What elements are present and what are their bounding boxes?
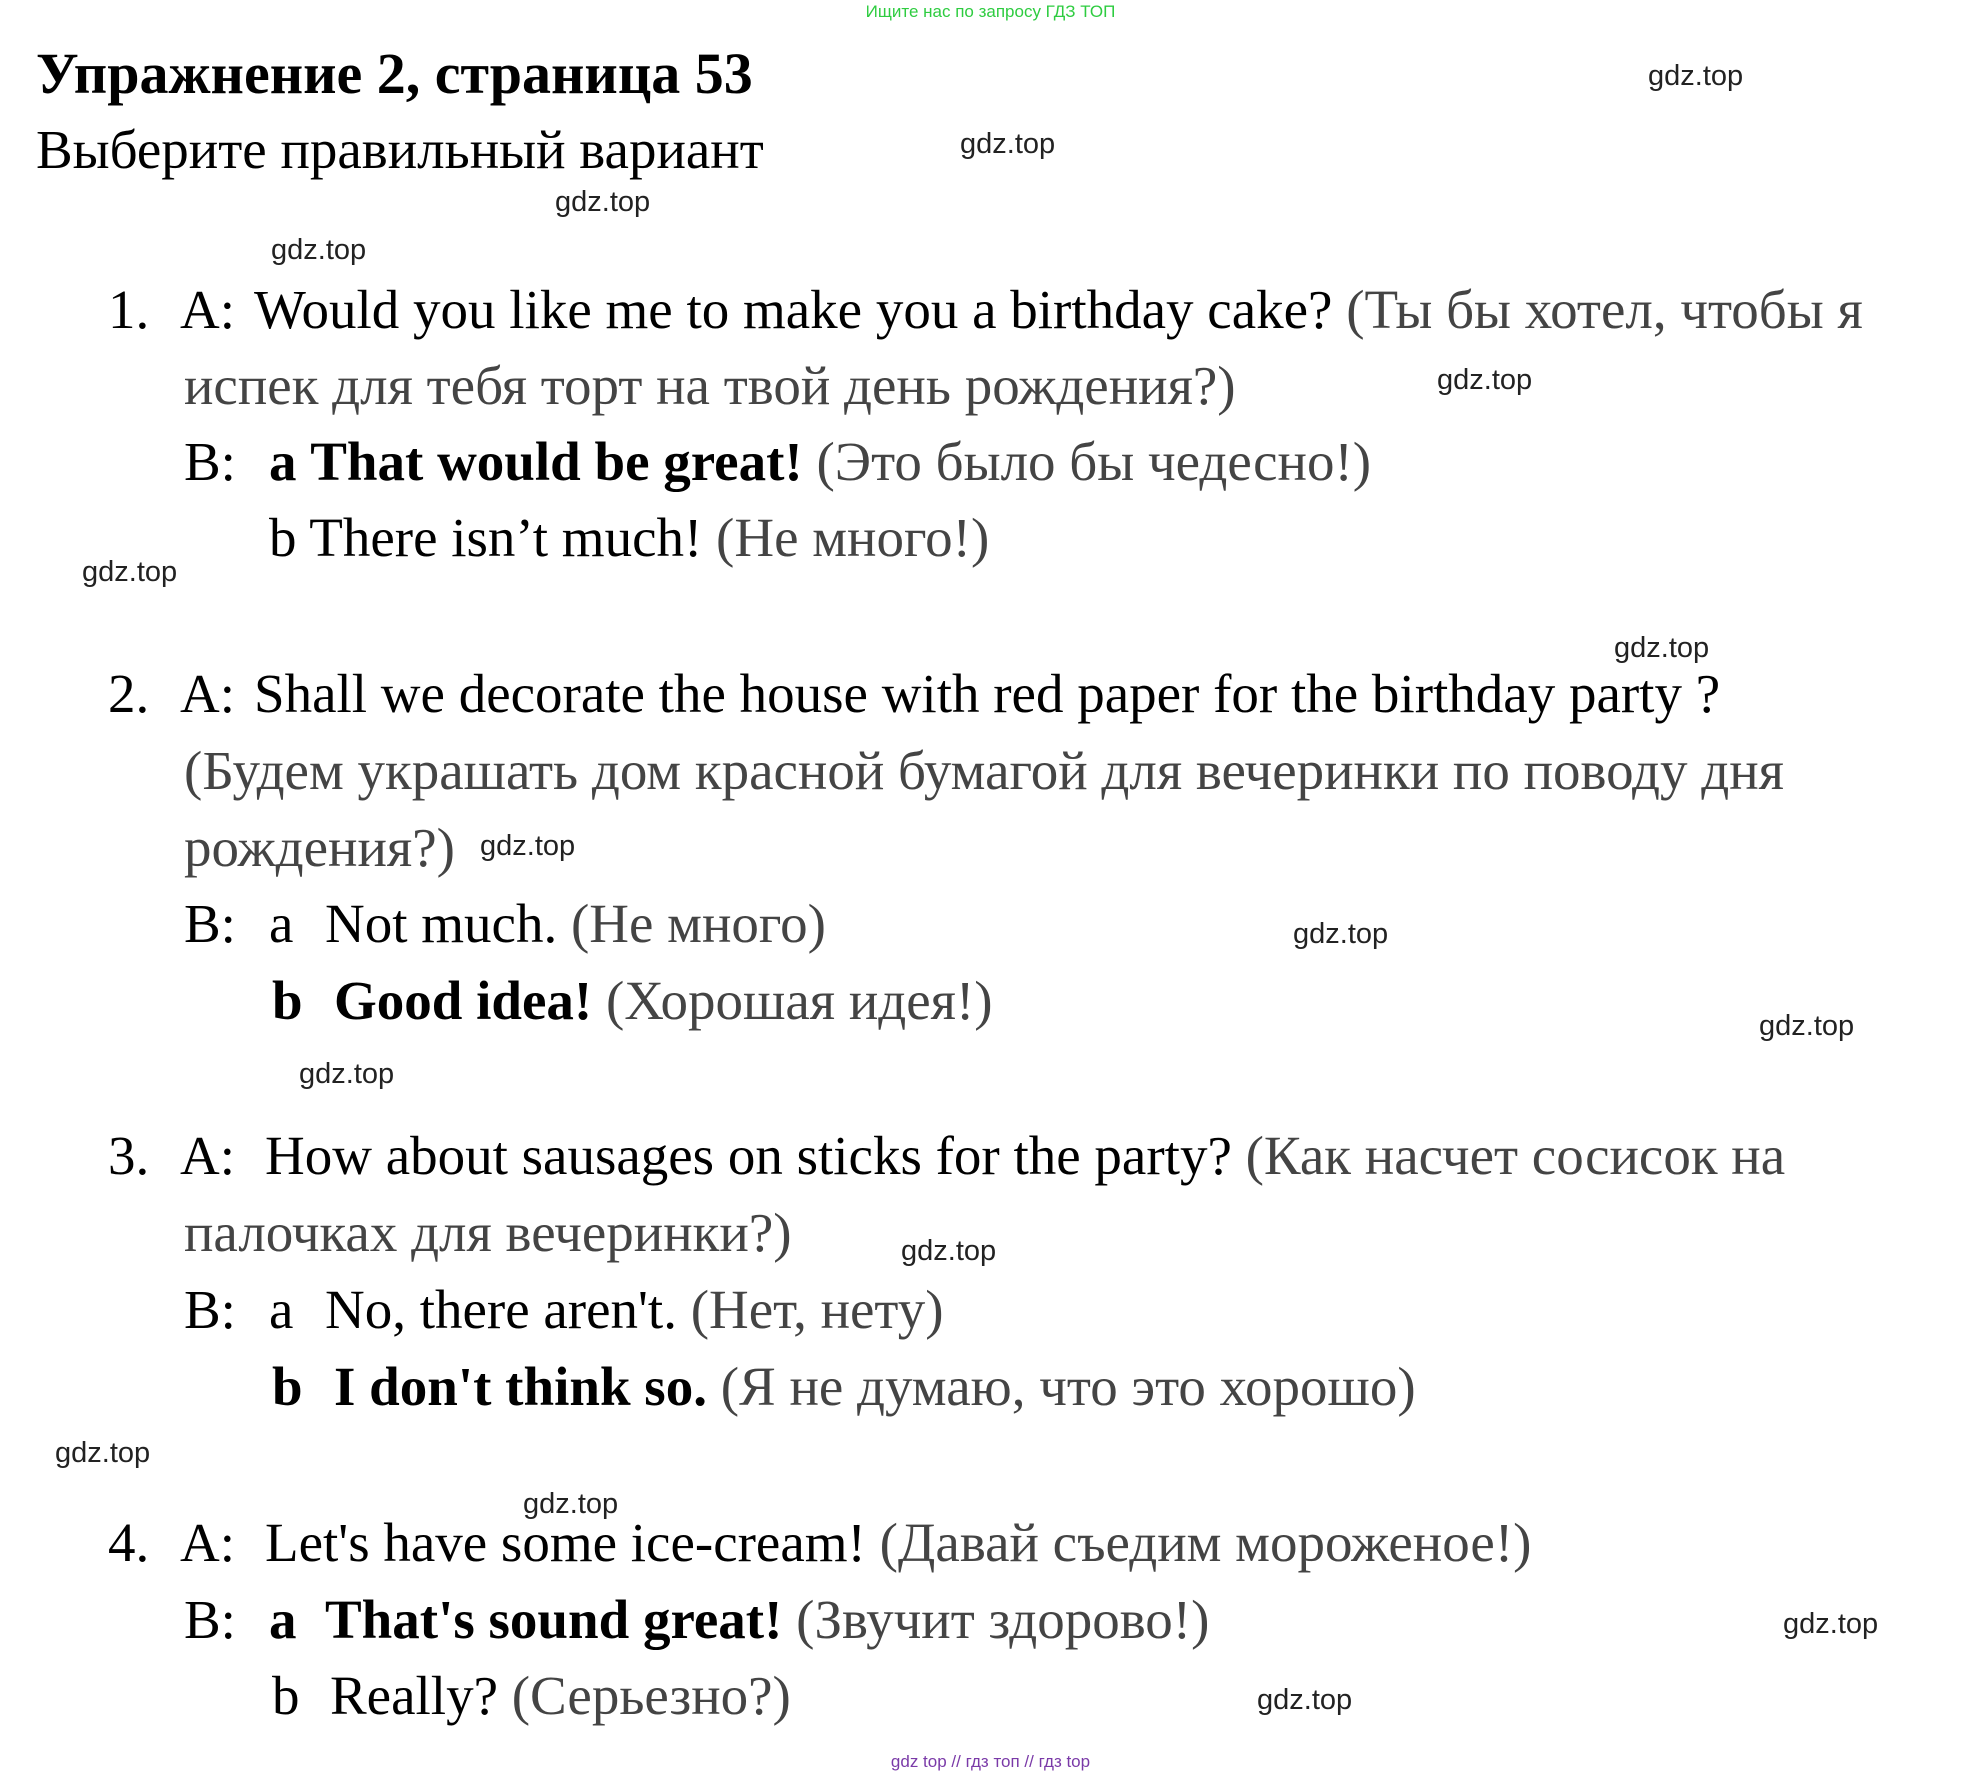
question-text: Let's have some ice-cream! <box>265 1512 866 1573</box>
question-text: Shall we decorate the house with red paper for the birthday party ? <box>254 663 1721 724</box>
question-translation: (Давай съедим мороженое!) <box>879 1512 1532 1573</box>
item-1-question <box>108 279 1863 340</box>
footer-links[interactable]: gdz top // гдз топ // гдз top <box>890 1752 1091 1771</box>
item-number: 1. <box>108 279 150 340</box>
watermark: gdz.top <box>271 234 367 266</box>
option-letter: b <box>269 507 297 568</box>
question-text: Would you like me to make you a birthday cake? <box>254 279 1333 340</box>
item-3-option-b <box>272 1356 1416 1417</box>
item-4-option-b <box>272 1665 791 1726</box>
watermark: gdz.top <box>1614 632 1710 664</box>
speaker-b-label: B: <box>184 1589 236 1650</box>
item-4-option-a <box>184 1589 1210 1650</box>
option-text: There isn’t much! <box>309 507 703 568</box>
item-2-option-a <box>184 893 826 954</box>
item-number: 4. <box>108 1512 150 1573</box>
speaker-a-label: A: <box>180 663 235 724</box>
option-translation: (Не много) <box>570 893 826 954</box>
watermark: gdz.top <box>299 1058 395 1090</box>
speaker-a-label: A: <box>180 279 235 340</box>
option-text: I don't think so. <box>334 1356 707 1417</box>
question-translation: (Ты бы хотел, чтобы я <box>1346 279 1863 340</box>
item-number: 2. <box>108 663 150 724</box>
option-letter: b <box>272 1356 303 1417</box>
option-translation: (Не много!) <box>716 507 990 568</box>
watermark: gdz.top <box>1783 1608 1879 1640</box>
option-translation: (Серьезно?) <box>511 1665 791 1726</box>
speaker-b-label: B: <box>184 431 236 492</box>
speaker-a-label: A: <box>180 1512 235 1573</box>
speaker-a-label: A: <box>180 1125 235 1186</box>
option-text: That would be great! <box>310 431 803 492</box>
watermark: gdz.top <box>555 186 651 218</box>
watermark: gdz.top <box>960 128 1056 160</box>
watermark: gdz.top <box>1437 364 1533 396</box>
item-2-translation-cont: рождения?) <box>184 817 455 878</box>
watermark: gdz.top <box>1759 1010 1855 1042</box>
top-banner[interactable]: Ищите нас по запросу ГДЗ ТОП <box>865 2 1116 21</box>
option-translation: (Нет, нету) <box>690 1279 944 1340</box>
option-letter: b <box>272 970 303 1031</box>
item-number: 3. <box>108 1125 150 1186</box>
speaker-b-label: B: <box>184 893 236 954</box>
option-text: Not much. <box>325 893 558 954</box>
item-1-option-a <box>184 431 1372 492</box>
speaker-b-label: B: <box>184 1279 236 1340</box>
watermark: gdz.top <box>1648 60 1744 92</box>
option-text: Really? <box>330 1665 498 1726</box>
option-letter: a <box>269 431 297 492</box>
watermark: gdz.top <box>55 1437 151 1469</box>
item-3-option-a <box>184 1279 944 1340</box>
watermark: gdz.top <box>901 1235 997 1267</box>
option-letter: a <box>269 1589 297 1650</box>
watermark: gdz.top <box>480 830 576 862</box>
question-text: How about sausages on sticks for the party? <box>265 1125 1232 1186</box>
option-translation: (Это было бы чедесно!) <box>816 431 1372 492</box>
watermark: gdz.top <box>523 1488 619 1520</box>
item-3-question <box>108 1125 1786 1186</box>
question-translation: (Как насчет сосисок на <box>1245 1125 1786 1186</box>
option-text: No, there aren't. <box>325 1279 677 1340</box>
item-1-translation-cont: испек для тебя торт на твой день рождения?) <box>184 355 1236 416</box>
option-letter: a <box>269 1279 294 1340</box>
item-3-translation-cont: палочках для вечеринки?) <box>184 1202 792 1263</box>
option-translation: (Я не думаю, что это хорошо) <box>720 1356 1416 1417</box>
option-letter: b <box>272 1665 300 1726</box>
watermark: gdz.top <box>1257 1684 1353 1716</box>
item-2-option-b <box>272 970 993 1031</box>
page-title: Упражнение 2, страница 53 <box>36 41 753 106</box>
option-translation: (Звучит здорово!) <box>796 1589 1210 1650</box>
option-letter: a <box>269 893 294 954</box>
item-2-question <box>108 663 1721 724</box>
page-subtitle: Выберите правильный вариант <box>36 119 764 180</box>
item-4-question <box>108 1512 1532 1573</box>
watermark: gdz.top <box>82 556 178 588</box>
option-translation: (Хорошая идея!) <box>605 970 993 1031</box>
option-text: Good idea! <box>334 970 593 1031</box>
watermark: gdz.top <box>1293 918 1389 950</box>
item-1-option-b <box>269 507 990 568</box>
item-2-translation: (Будем украшать дом красной бумагой для вечеринки по поводу дня <box>184 740 1784 801</box>
option-text: That's sound great! <box>325 1589 783 1650</box>
